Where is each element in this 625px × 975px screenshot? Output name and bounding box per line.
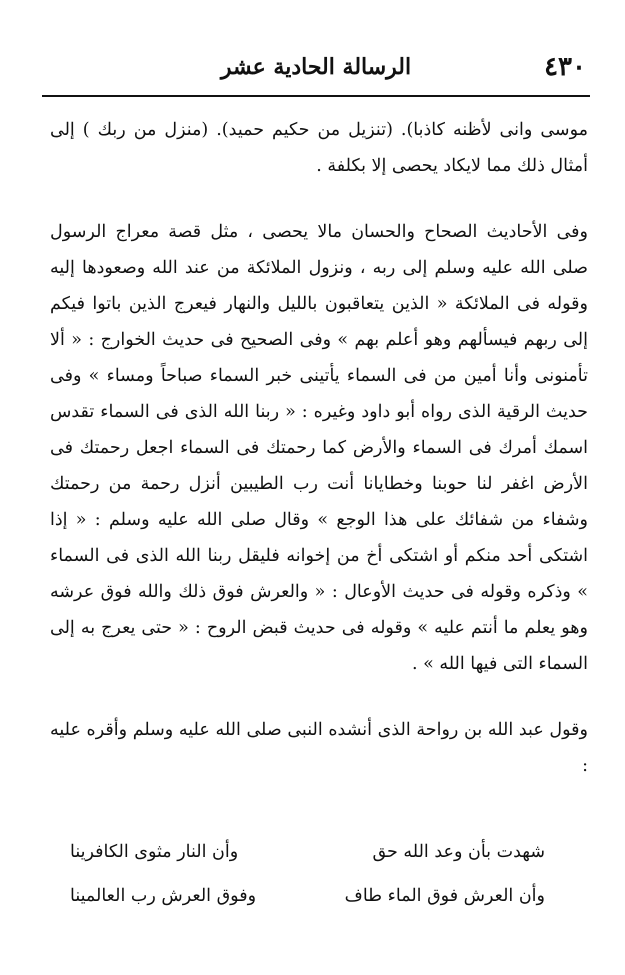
page-number: ٤٣٠ [544,52,586,82]
verse-second-hemistich: وفوق العرش رب العالمينا [70,886,257,906]
verse-first-hemistich: وأن العرش فوق الماء طاف [344,886,545,906]
poem-verse [70,874,545,918]
body-text [50,112,588,784]
verse-first-hemistich: شهدت بأن وعد الله حق [372,842,545,862]
running-title: الرسالة الحادية عشر [220,54,412,80]
poem-verse [70,830,545,874]
paragraph: وقول عبد الله بن رواحة الذى أنشده النبى صلى الله عليه وسلم وأقره عليه : [50,720,588,776]
verse-second-hemistich: وأن النار مثوى الكافرينا [70,842,239,862]
paragraph: موسى وانى لأظنه كاذبا). (تنزيل من حكيم حميد). (منزل من ربك ) إلى أمثال ذلك مما لايكاد يحصى إلا بكلفة . [50,120,588,176]
page-header [42,52,590,92]
header-rule [42,95,590,97]
paragraph: وفى الأحاديث الصحاح والحسان مالا يحصى ، مثل قصة معراج الرسول صلى الله عليه وسلم إلى ربه ، ونزول الملائكة من عند الله وصعودها إليه وقوله فى الملائكة « الذين يتعاقبون بالليل والنهار فيعرج الذين باتوا فيكم إلى ربهم فيسألهم وهو أعلم بهم » وفى الصحيح فى حديث الخوارج : « ألا تأمنونى وأنا أمين من فى السماء يأتينى خبر السماء صباحاً ومساء » وفى حديث الرقية الذى رواه أبو داود وغيره : « ربنا الله الذى فى السماء تقدس اسمك أمرك فى السماء والأرض كما رحمتك فى السماء اجعل رحمتك فى الأرض اغفر لنا حوبنا وخطايانا أنت رب الطيبين أنزل رحمة من رحمتك وشفاء من شفائك على هذا الوجع » وقال صلى الله عليه وسلم : « إذا اشتكى أحد منكم أو اشتكى أخ من إخوانه فليقل ربنا الله الذى فى السماء » وذكره وقوله فى حديث الأوعال : « والعرش فوق ذلك والله فوق عرشه وهو يعلم ما أنتم عليه » وقوله فى حديث قبض الروح : « حتى يعرج به إلى السماء التى فيها الله » . [50,222,588,674]
poem [70,830,545,918]
